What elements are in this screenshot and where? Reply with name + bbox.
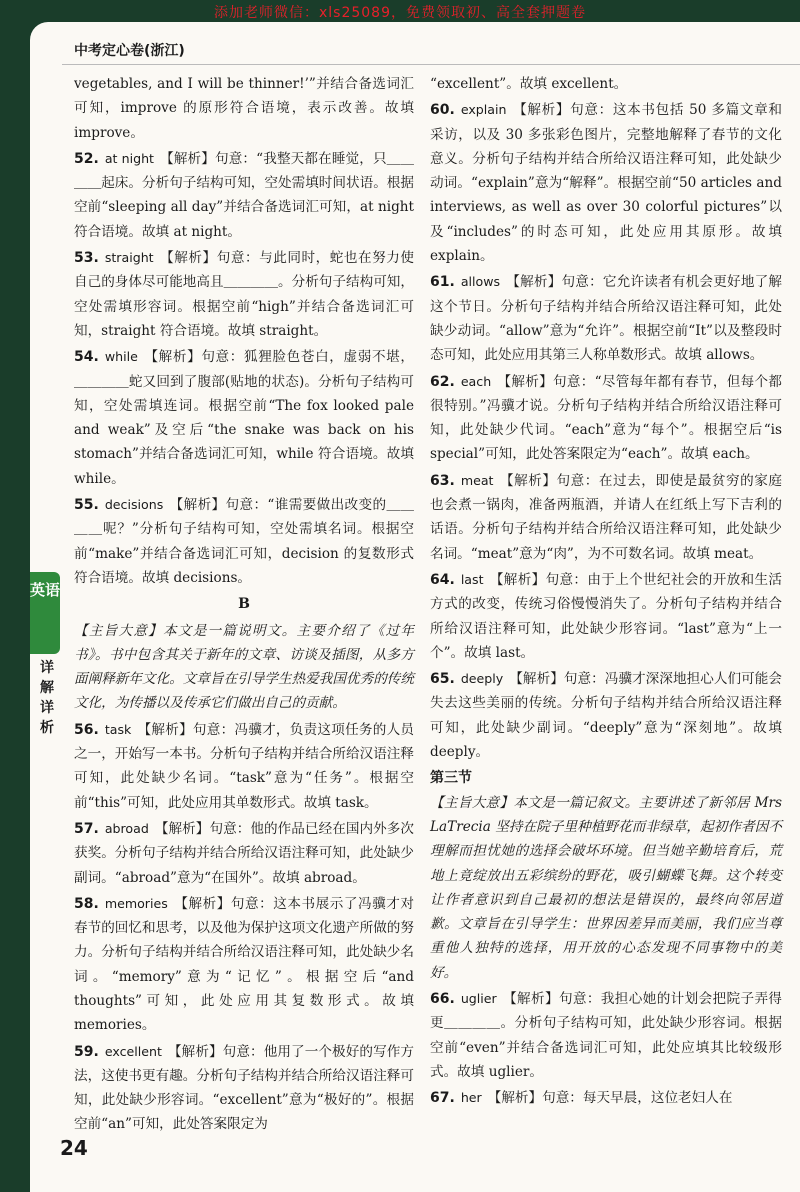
answer-word: uglier xyxy=(460,990,497,1006)
right-intro: “excellent”。故填 excellent。 xyxy=(430,76,628,92)
explanation-text: 【解析】句意：狐狸脸色苍白，虚弱不堪，＿＿＿＿蛇又回到了腹部(贴地的状态)。分析句子结构可知，空处需填连词。根据空前“The fox looked pale and weak”及空后“the snake was back on his stomach”并结合备选词汇可知，while 符合语境。故填 while。 xyxy=(74,349,414,487)
explanation-text: 【解析】句意：“谁需要做出改变的＿＿＿＿呢？”分析句子结构可知，空处需填名词。根据空前“make”并结合备选词汇可知，decision 的复数形式符合语境。故填 decisions。 xyxy=(74,497,414,586)
left-item-list xyxy=(74,147,414,590)
answer-word: abroad xyxy=(104,820,149,836)
explanation-text: 【解析】句意：“我整天都在睡觉，只＿＿＿＿起床。分析句子结构可知，空处需填时间状语。根据空前“sleeping all day”并结合备选词汇可知，at night 符合语境。故填 at night。 xyxy=(74,150,414,240)
explanation-text: 【解析】句意：冯骥才深深地担心人们可能会失去这些美丽的传统。分析句子结构并结合所给汉语注释可知，此处缺少副词。“deeply”意为“深刻地”。故填 deeply。 xyxy=(430,671,782,761)
answer-word: allows xyxy=(460,274,501,290)
summary-b: 【主旨大意】本文是一篇说明文。主要介绍了《过年书》。书中包含其关于新年的文章、访谈及插图，从多方面阐释新年文化。文章旨在引导学生热爱我国优秀的传统文化，为传播以及传承它们做出自己的贡献。 xyxy=(74,622,414,712)
header-divider xyxy=(62,64,800,65)
answer-item xyxy=(430,270,782,367)
right-item-list xyxy=(430,98,782,764)
question-number: 54. xyxy=(74,349,99,366)
right-column xyxy=(430,72,782,1112)
answer-item xyxy=(430,987,782,1084)
answer-word: her xyxy=(460,1090,482,1106)
detail-tab-label: 详解详析 xyxy=(40,660,54,736)
question-number: 57. xyxy=(74,820,99,837)
question-number: 55. xyxy=(74,497,99,514)
watermark: 添加老师微信：xls25089，免费领取初、高全套押题卷 xyxy=(213,5,586,21)
explanation-text: 【解析】句意：“尽管每年都有春节，但每个都很特别。”冯骥才说。分析句子结构并结合所给汉语注释可知，此处缺少代词。“each”意为“每个”。根据空后“is special”可知，此处答案限定为“each”。故填 each。 xyxy=(430,373,782,463)
answer-item xyxy=(430,370,782,467)
question-number: 66. xyxy=(430,990,455,1007)
answer-item xyxy=(74,892,414,1038)
left-item-list-2 xyxy=(74,718,414,1137)
question-number: 63. xyxy=(430,472,455,489)
summary-3: 【主旨大意】本文是一篇记叙文。主要讲述了新邻居 Mrs LaTrecia 坚持在院子里种植野花而非绿草，起初作者因不理解而担忧她的选择会破坏环境。但当她辛勤培育后，荒地上竟绽放出五彩缤纷的野花，吸引蝴蝶飞舞。这个转变让作者意识到自己最初的想法是错误的，最终向邻居道歉。文章旨在引导学生：世界因差异而美丽，我们应当尊重他人独特的选择，用开放的心态发现不同事物中的美好。 xyxy=(430,794,782,981)
section-b-title: B xyxy=(238,596,250,613)
explanation-text: 【解析】句意：在过去，即使是最贫穷的家庭也会煮一锅肉，准备两瓶酒，并请人在红纸上写下吉利的话语。分析句子结构并结合所给汉语注释可知，此处缺少名词。“meat”意为“肉”，为不可数名词。故填 meat。 xyxy=(430,472,782,562)
explanation-text: 【解析】句意：他用了一个极好的写作方法，这使书更有趣。分析句子结构并结合所给汉语注释可知，此处缺少形容词。“excellent”意为“极好的”。根据空前“an”可知，此处答案限定为 xyxy=(74,1043,414,1133)
question-number: 58. xyxy=(74,895,99,912)
question-number: 64. xyxy=(430,571,455,588)
question-number: 65. xyxy=(430,671,455,688)
answer-item xyxy=(74,817,414,890)
question-number: 53. xyxy=(74,250,99,267)
answer-item xyxy=(430,568,782,665)
explanation-text: 【解析】句意：每天早晨，这位老妇人在 xyxy=(487,1090,733,1107)
answer-word: task xyxy=(104,721,132,737)
left-intro: vegetables, and I will be thinner!’”并结合备选词汇可知，improve 的原形符合语境，表示改善。故填 improve。 xyxy=(74,76,414,141)
answer-word: straight xyxy=(104,250,154,266)
subject-tab-label: 英语 xyxy=(30,581,61,599)
answer-item xyxy=(430,469,782,566)
question-number: 62. xyxy=(430,373,455,390)
answer-word: explain xyxy=(460,102,507,118)
section-3-title: 第三节 xyxy=(430,770,472,787)
page-number: 24 xyxy=(60,1136,88,1160)
answer-item xyxy=(74,246,414,343)
question-number: 56. xyxy=(74,721,99,738)
answer-word: excellent xyxy=(104,1043,162,1059)
question-number: 61. xyxy=(430,274,455,291)
answer-item xyxy=(74,1040,414,1137)
question-number: 59. xyxy=(74,1043,99,1060)
explanation-text: 【解析】句意：由于上个世纪社会的开放和生活方式的改变，传统习俗慢慢消失了。分析句子结构并结合所给汉语注释可知，此处缺少形容词。“last”意为“上一个”。故填 last。 xyxy=(430,571,782,661)
answer-word: while xyxy=(104,349,138,365)
answer-word: at night xyxy=(104,150,154,166)
question-number: 60. xyxy=(430,102,455,119)
question-number: 67. xyxy=(430,1090,455,1107)
answer-item xyxy=(74,718,414,815)
explanation-text: 【解析】句意：冯骥才，负责这项任务的人员之一，开始写一本书。分析句子结构并结合所给汉语注释可知，此处缺少名词。“task”意为“任务”。根据空前“this”可知，此处应用其单数形式。故填 task。 xyxy=(74,721,414,811)
answer-word: each xyxy=(460,373,492,389)
left-column xyxy=(74,72,414,1139)
answer-item xyxy=(430,667,782,764)
answer-word: memories xyxy=(104,895,168,911)
answer-item xyxy=(74,147,414,244)
answer-word: decisions xyxy=(104,497,164,513)
subject-tab xyxy=(30,572,60,654)
page-header: 中考定心卷(浙江) xyxy=(74,43,185,59)
explanation-text: 【解析】句意：这本书展示了冯骥才对春节的回忆和思考，以及他为保护这项文化遗产所做的努力。分析句子结构并结合所给汉语注释可知，此处缺少名词。“memory”意为“记忆”。根据空后“and thoughts”可知，此处应用其复数形式。故填 memories。 xyxy=(74,895,414,1034)
question-number: 52. xyxy=(74,150,99,167)
right-item-list-2 xyxy=(430,987,782,1110)
explanation-text: 【解析】句意：他的作品已经在国内外多次获奖。分析句子结构并结合所给汉语注释可知，此处缺少副词。“abroad”意为“在国外”。故填 abroad。 xyxy=(74,820,414,886)
answer-word: meat xyxy=(460,472,494,488)
answer-item xyxy=(430,98,782,268)
explanation-text: 【解析】句意：它允许读者有机会更好地了解这个节日。分析句子结构并结合所给汉语注释可知，此处缺少动词。“allow”意为“允许”。根据空前“It”以及整段时态可知，此处应用其第三人称单数形式。故填 allows。 xyxy=(430,274,782,364)
explanation-text: 【解析】句意：这本书包括 50 多篇文章和采访，以及 30 多张彩色图片，完整地解释了春节的文化意义。分析句子结构并结合所给汉语注释可知，此处缺少动词。“explain”意为“解释”。根据空前“50 articles and interviews, as well as over 30 colorful pictures”以及“includes”的时态可知，此处应用其原形。故填 explain。 xyxy=(430,102,782,265)
answer-word: deeply xyxy=(460,671,504,687)
explanation-text: 【解析】句意：我担心她的计划会把院子弄得更＿＿＿＿。分析句子结构可知，此处缺少形容词。根据空前“even”并结合备选词汇可知，此处应填其比较级形式。故填 uglier。 xyxy=(430,990,782,1080)
answer-word: last xyxy=(460,571,484,587)
answer-item xyxy=(74,493,414,590)
explanation-text: 【解析】句意：与此同时，蛇也在努力使自己的身体尽可能地高且＿＿＿＿。分析句子结构可知，空处需填形容词。根据空前“high”并结合备选词汇可知，straight 符合语境。故填 straight。 xyxy=(74,250,414,339)
answer-item xyxy=(430,1086,782,1110)
answer-item xyxy=(74,345,414,491)
